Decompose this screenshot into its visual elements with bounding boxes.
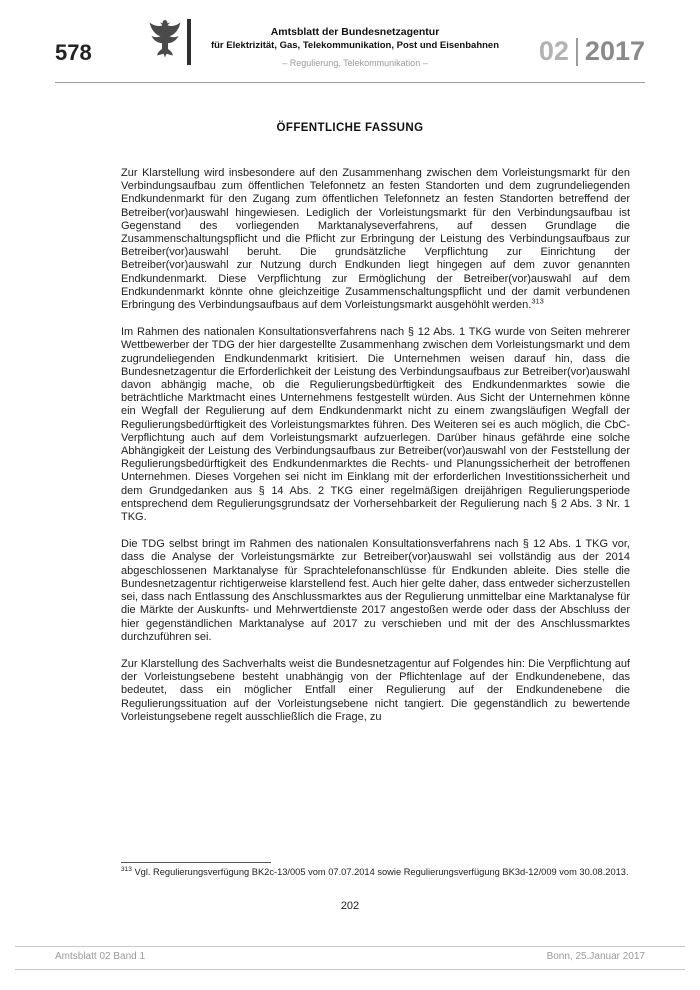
footer-right-text: Bonn, 25.Januar 2017: [546, 951, 645, 962]
footnote-text: Vgl. Regulierungsverfügung BK2c-13/005 vom 07.07.2014 sowie Regulierungsverfügung BK3d-12/009 vom 30.08.2013.: [131, 867, 629, 877]
header-title-line1: Amtsblatt der Bundesnetzagentur: [270, 26, 440, 38]
paragraph-2: Im Rahmen des nationalen Konsultationsverfahrens nach § 12 Abs. 1 TKG wurde von Seiten mehrerer Wettbewerber der TDG der hier dargestellte Zusammenhang zwischen dem Vorleistungsmarkt und dem zugrundeliegenden Endkundenmarkt kritisiert. Die Unternehmen weisen darauf hin, dass die Bundesnetzagentur die Erforderlichkeit der Leistung des Verbindungsaufbaus zur Betreiber(vor)auswahl davon abhängig mache, ob die Regulierungsbedürftigkeit des Endkundenmarktes sowie die beträchtliche Marktmacht eines Unternehmens festgestellt würden. Aus Sicht der Unternehmen könne ein Wegfall der Regulierung auf dem Endkundenmarkt nicht zu einem zwangsläufigen Wegfall der Regulierungsbedürftigkeit des Vorleistungsmarktes führen. Des Weiteren sei es auch möglich, die CbC-Verpflichtung auch auf dem Vorleistungsmarkt aufzuerlegen. Darüber hinaus gefährde eine solche Abhängigkeit der Leistung des Verbindungsaufbaus zur Betreiber(vor)auswahl von der Feststellung der Regulierungsbedürftigkeit des Endkundenmarktes die Rechts- und Planungssicherheit der betroffenen Unternehmen. Dieses Vorgehen sei nicht im Einklang mit der erforderlichen Investitionssicherheit und dem Grundgedanken aus § 14 Abs. 2 TKG einer regelmäßigen dreijährigen Regulierungsperiode entsprechend dem Regulierungsgrundsatz der Vorhersehbarkeit der Regulierung nach § 2 Abs. 3 Nr. 1 TKG.: [121, 326, 630, 524]
header-page-number: 578: [55, 40, 92, 65]
header-rule: [55, 82, 645, 83]
footer-rule-bottom: [15, 969, 685, 970]
paragraph-3: Die TDG selbst bringt im Rahmen des nationalen Konsultationsverfahrens nach § 12 Abs. 1 TKG vor, dass die Analyse der Vorleistungsmärkte zur Betreiber(vor)auswahl sei vollständig aus der 2014 abgeschlossenen Marktanalyse für Sprachtelefonanschlüsse für Endkunden ableite. Dies stelle die Bundesnetzagentur richtigerweise klarstellend fest. Auch hier gelte daher, dass entweder sicherzustellen sei, dass nach Entlassung des Anschlussmarktes aus der Regulierung unmittelbar eine Marktanalyse für die Märkte der Auskunfts- und Mehrwertdienste 2017 angestoßen werde oder dass der Abschluss der hier gegenständlichen Marktanalyse auf 2017 zu verschieben und mit der des Anschlussmarktes durchzuführen sei.: [121, 538, 630, 643]
footnote-text-line: [121, 867, 630, 879]
bundesadler-eagle-icon: [148, 16, 182, 67]
document-heading: ÖFFENTLICHE FASSUNG: [276, 122, 424, 134]
issue-number: 02: [538, 36, 569, 66]
header-subtitle: – Regulierung, Telekommunikation –: [282, 58, 428, 68]
footnote-number: 313: [121, 865, 132, 873]
footer: [55, 951, 645, 962]
header-title-block: [200, 26, 510, 68]
page-number-center: 202: [340, 900, 360, 912]
header-title-line2: für Elektrizität, Gas, Telekommunikation, Post und Eisenbahnen: [210, 40, 500, 51]
paragraph-1-text: Zur Klarstellung wird insbesondere auf den Zusammenhang zwischen dem Vorleistungsmarkt für den Verbindungsaufbau zum öffentlichen Telefonnetz an festen Standorten und dem zugrundeliegenden Endkundenmarkt für den Zugang zum öffentlichen Telefonnetz an festen Standorten betreffend der Betreiber(vor)auswahl hingewiesen. Lediglich der Vorleistungsmarkt für den Verbindungsaufbau ist Gegenstand des vorliegenden Marktanalyseverfahrens, auf dessen Grundlage die Zusammenschaltungspflicht und die Pflicht zur Erbringung der Leistung des Verbindungsaufbaus zur Betreiber(vor)auswahl beruht. Die grundsätzliche Verpflichtung zur Einrichtung der Betreiber(vor)auswahl zur Nutzung durch Endkunden liegt hingegen auf dem zuvor genannten Endkundenmarkt. Diese Verpflichtung zur Ermöglichung der Betreiber(vor)auswahl auf dem Endkundenmarkt könnte ohne gleichzeitige Zusammenschaltungspflicht und der damit verbundenen Erbringung des Verbindungsaufbaus auf dem Vorleistungsmarkt ausgehöhlt werden.: [121, 167, 630, 312]
issue-year: 2017: [584, 36, 645, 66]
footer-rule-top: [15, 946, 685, 947]
footnote-reference-marker: 313: [531, 296, 544, 306]
paragraph-4: Zur Klarstellung des Sachverhalts weist die Bundesnetzagentur auf Folgendes hin: Die Verpflichtung auf der Vorleistungsebene besteht unabhängig von der Pflichtenlage auf der Endkundenebene, das bedeutet, dass ein möglicher Entfall einer Regulierung auf der Endkundenebene die Regulierungssituation auf der Vorleistungsebene nicht tangiert. Die gegenständlich zu bewertende Vorleistungsebene regelt ausschließlich die Frage, zu: [121, 657, 630, 723]
footnote-block: [121, 862, 630, 879]
body-text-column: [121, 167, 630, 738]
header-issue-block: [539, 36, 645, 67]
paragraph-1: [121, 167, 630, 312]
agency-logo: [148, 16, 191, 67]
footer-left-text: Amtsblatt 02 Band 1: [55, 951, 146, 962]
logo-vertical-bar: [187, 19, 191, 65]
footnote-separator-rule: [121, 862, 271, 863]
issue-separator: [576, 38, 578, 66]
